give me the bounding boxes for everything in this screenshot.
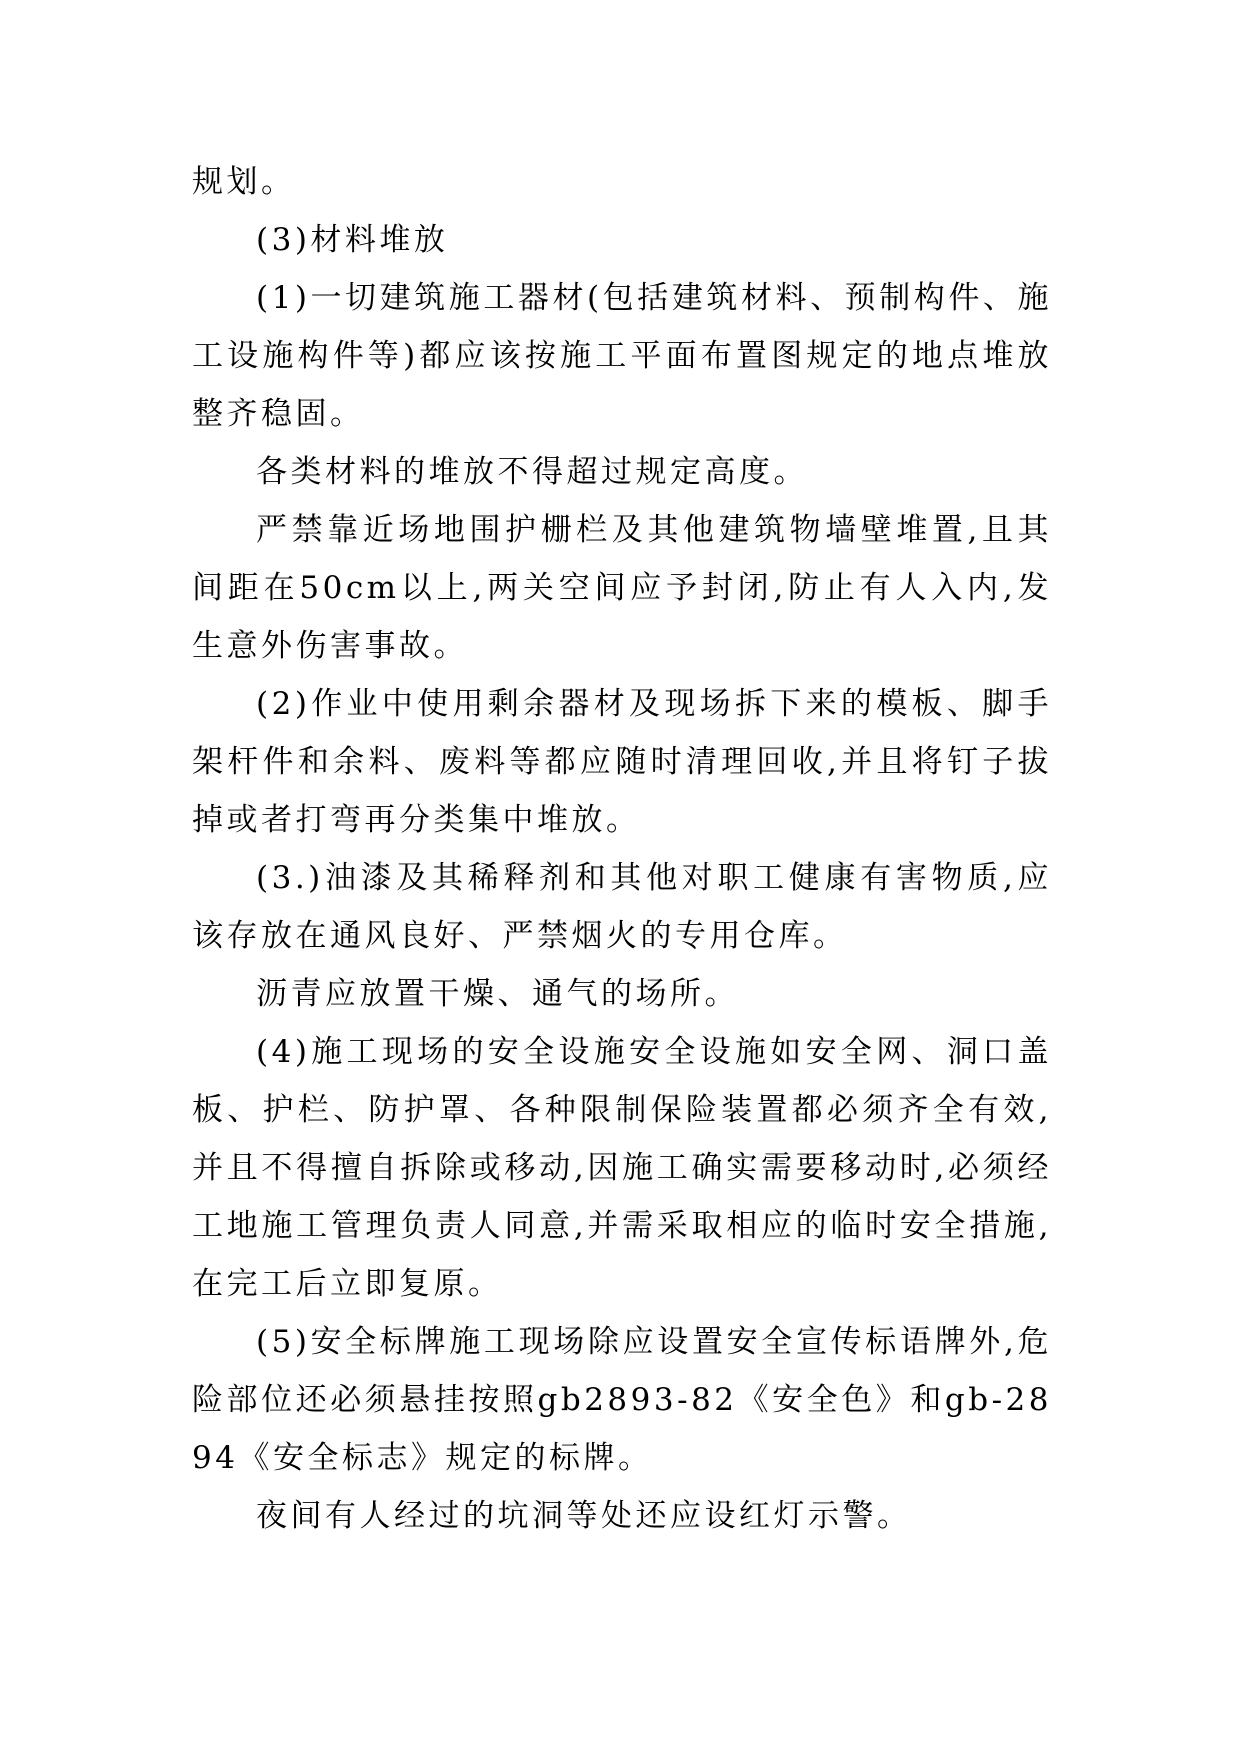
paragraph-item-4: (4)施工现场的安全设施安全设施如安全网、洞口盖板、护栏、防护罩、各种限制保险装置都必须齐全有效,并且不得擅自拆除或移动,因施工确实需要移动时,必须经工地施工管理负责人同意,并需采取相应的临时安全措施,在完工后立即复原。 (192, 1034, 1052, 1302)
paragraph-item-1: (1)一切建筑施工器材(包括建筑材料、预制构件、施工设施构件等)都应该按施工平面布置图规定的地点堆放整齐稳固。 (192, 280, 1052, 432)
paragraph-item-5: (5)安全标牌施工现场除应设置安全宣传标语牌外,危险部位还必须悬挂按照gb2893-82《安全色》和gb-2894《安全标志》规定的标牌。 (192, 1324, 1052, 1476)
document-body (192, 153, 1052, 1545)
paragraph-item-3: (3.)油漆及其稀释剂和其他对职工健康有害物质,应该存放在通风良好、严禁烟火的专用仓库。 (192, 860, 1052, 954)
paragraph-continuation: 规划。 (192, 164, 296, 200)
paragraph-night-warning: 夜间有人经过的坑洞等处还应设红灯示警。 (256, 1498, 912, 1534)
paragraph-item-2: (2)作业中使用剩余器材及现场拆下来的模板、脚手架杆件和余料、废料等都应随时清理回收,并且将钉子拔掉或者打弯再分类集中堆放。 (192, 686, 1052, 838)
section-heading-material-stacking: (3)材料堆放 (256, 222, 449, 258)
paragraph-asphalt: 沥青应放置干燥、通气的场所。 (256, 976, 739, 1012)
paragraph-height-limit: 各类材料的堆放不得超过规定高度。 (256, 454, 808, 490)
paragraph-fence-distance: 严禁靠近场地围护栅栏及其他建筑物墙壁堆置,且其间距在50cm以上,两关空间应予封闭,防止有人入内,发生意外伤害事故。 (192, 512, 1052, 664)
